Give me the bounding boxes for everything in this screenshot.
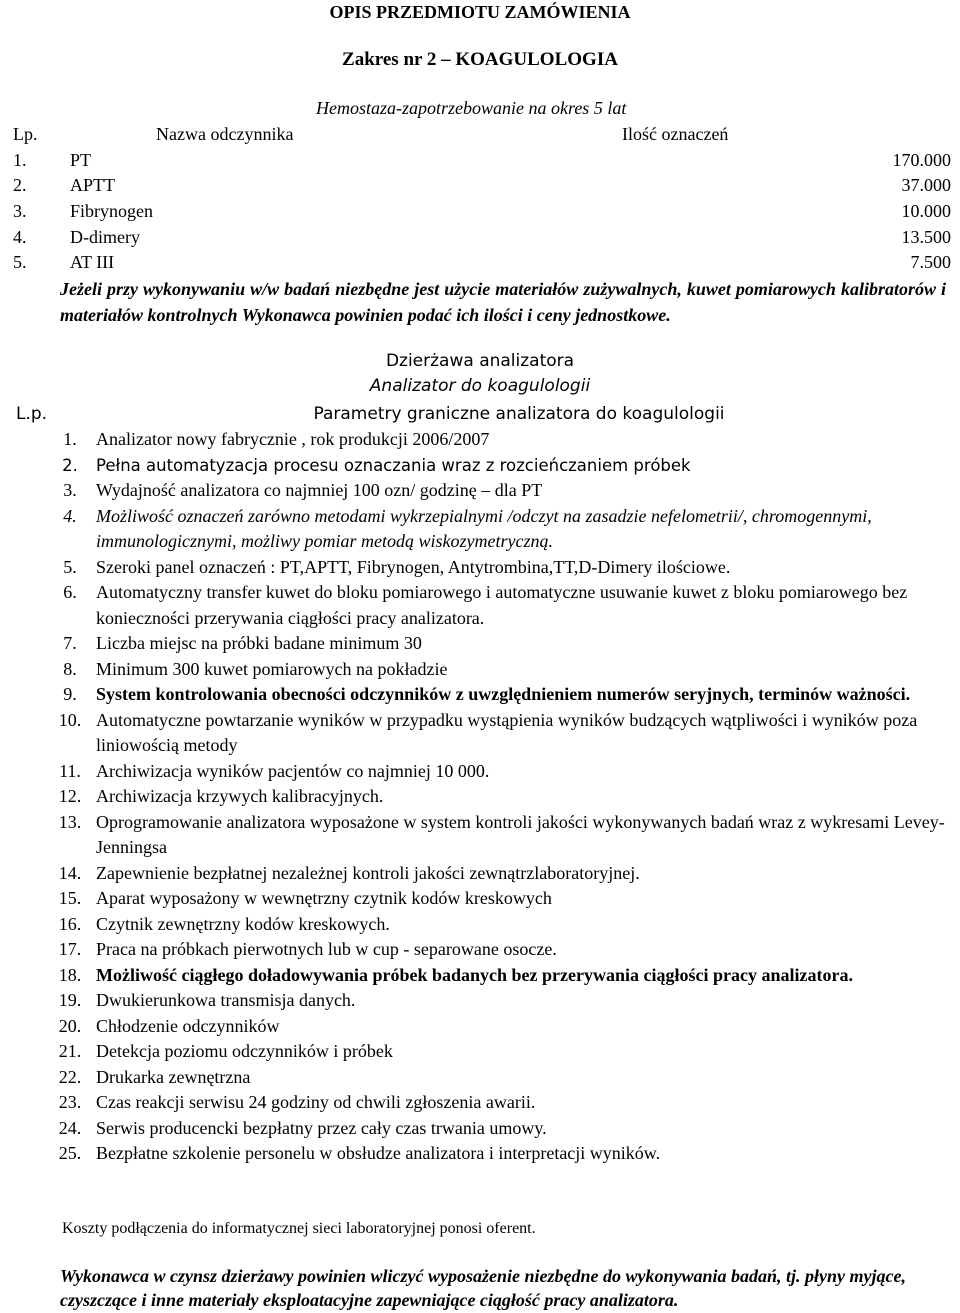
row-number: 7. xyxy=(63,633,77,653)
row-text: Serwis producencki bezpłatny przez cały czas trwania umowy. xyxy=(96,1117,547,1138)
reagent-quantity: 170.000 xyxy=(892,150,951,170)
table-row xyxy=(13,150,951,176)
row-number: 11. xyxy=(59,760,81,781)
row-number: 20. xyxy=(58,1015,82,1036)
reagent-quantity: 37.000 xyxy=(901,175,951,195)
scope-subtitle: Zakres nr 2 – KOAGULOLOGIA xyxy=(342,49,618,70)
row-number: 2. xyxy=(62,455,78,475)
connection-cost-note: Koszty podłączenia do informatycznej sieci laboratoryjnej ponosi oferent. xyxy=(62,1220,536,1237)
row-number: 4. xyxy=(13,227,27,247)
row-number: 12. xyxy=(58,786,82,806)
row-number: 10. xyxy=(58,709,82,730)
table-row xyxy=(46,912,954,938)
reagent-name: Fibrynogen xyxy=(70,201,153,221)
row-text: Aparat wyposażony w wewnętrzny czytnik kodów kreskowych xyxy=(96,888,552,908)
col-lp-header: L.p. xyxy=(16,404,48,424)
row-number: 1. xyxy=(13,150,27,170)
reagent-name: AT III xyxy=(70,252,115,272)
table-row xyxy=(46,682,954,708)
row-text: Szeroki panel oznaczeń : PT,APTT, Fibrynogen, Antytrombina,TT,D-Dimery ilościowe. xyxy=(96,556,731,577)
table-row xyxy=(46,657,954,683)
row-text: Praca na próbkach pierwotnych lub w cup - separowane osocze. xyxy=(96,939,557,959)
row-text: Pełna automatyzacja procesu oznaczania wraz z rozcieńczaniem próbek xyxy=(96,455,691,475)
row-text: Bezpłatne szkolenie personelu w obsłudze analizatora i interpretacji wyników. xyxy=(96,1143,661,1163)
row-number: 1. xyxy=(63,429,77,449)
row-text: Automatyczne powtarzanie wyników w przypadku wystąpienia wyników budzących wątpliwości i wyników poza liniowością metody xyxy=(96,709,918,755)
table-row xyxy=(46,504,954,555)
row-text: Liczba miejsc na próbki badane minimum 30 xyxy=(96,633,422,653)
row-text: Zapewnienie bezpłatnej nezależnej kontroli jakości zewnątrzlaboratoryjnej. xyxy=(96,862,640,883)
parameters-table-header xyxy=(16,402,954,427)
row-number: 3. xyxy=(63,480,77,500)
table-row xyxy=(46,1141,954,1167)
row-text: Wydajność analizatora co najmniej 100 ozn/ godzinę – dla PT xyxy=(96,480,543,500)
row-text: Archiwizacja wyników pacjentów co najmniej 10 000. xyxy=(96,760,490,781)
table-row xyxy=(46,810,954,861)
reagent-quantity: 13.500 xyxy=(901,227,951,247)
col-name-header: Nazwa odczynnika xyxy=(156,124,294,144)
lease-subtitle: Analizator do koagulologii xyxy=(369,376,591,396)
row-text: Czytnik zewnętrzny kodów kreskowych. xyxy=(96,913,390,934)
row-number: 9. xyxy=(63,684,77,704)
table-row xyxy=(46,988,954,1014)
table-row xyxy=(46,478,954,504)
col-lp-header: Lp. xyxy=(13,124,38,144)
col-qty-header: Ilość oznaczeń xyxy=(622,124,729,144)
row-text: Oprogramowanie analizatora wyposażone w system kontroli jakości wykonywanych badań wraz z wykresami Levey-Jenningsa xyxy=(96,811,945,857)
row-number: 14. xyxy=(58,862,82,883)
document-title: OPIS PRZEDMIOTU ZAMÓWIENIA xyxy=(329,2,631,22)
row-number: 5. xyxy=(63,556,77,577)
consumables-note: Jeżeli przy wykonywaniu w/w badań niezbędne jest użycie materiałów zużywalnych, kuwet pomiarowych kalibratorów i materiałów kontrolnych Wykonawca powinien podać ich ilości i ceny jednostkowe. xyxy=(60,279,946,325)
row-number: 2. xyxy=(13,175,27,195)
lease-title: Dzierżawa analizatora xyxy=(385,351,575,371)
table-row xyxy=(13,175,951,201)
table-row xyxy=(46,784,954,810)
row-text: Automatyczny transfer kuwet do bloku pomiarowego i automatyczne usuwanie kuwet z bloku pomiarowego bez konieczności przerywania ciągłości pracy analizatora. xyxy=(96,582,908,628)
table-row xyxy=(46,580,954,631)
row-number: 5. xyxy=(13,252,27,272)
table-row xyxy=(46,937,954,963)
reagent-quantity: 10.000 xyxy=(901,201,951,221)
table-row xyxy=(46,1065,954,1091)
table-row xyxy=(46,963,954,989)
table-row xyxy=(46,759,954,785)
row-number: 3. xyxy=(13,201,27,221)
reagent-quantity: 7.500 xyxy=(910,252,951,272)
table-row xyxy=(46,708,954,759)
table-row xyxy=(46,1039,954,1065)
row-text: System kontrolowania obecności odczynników z uwzględnieniem numerów seryjnych, terminów ważności. xyxy=(96,684,911,704)
row-number: 24. xyxy=(58,1117,82,1138)
row-number: 23. xyxy=(58,1092,82,1112)
row-number: 6. xyxy=(63,582,77,602)
row-text: Możliwość ciągłego doładowywania próbek badanych bez przerywania ciągłości pracy analizatora. xyxy=(96,964,853,985)
row-text: Dwukierunkowa transmisja danych. xyxy=(96,990,356,1010)
parameters-table xyxy=(16,402,954,1167)
col-params-header: Parametry graniczne analizatora do koagulologii xyxy=(313,404,725,424)
row-number: 19. xyxy=(58,990,82,1010)
row-number: 17. xyxy=(58,939,82,959)
table-row xyxy=(46,427,954,453)
row-number: 8. xyxy=(63,658,77,679)
row-text: Czas reakcji serwisu 24 godziny od chwili zgłoszenia awarii. xyxy=(96,1092,536,1112)
table-row xyxy=(46,1090,954,1116)
row-text: Chłodzenie odczynników xyxy=(96,1015,280,1036)
row-number: 22. xyxy=(58,1066,82,1087)
table-row xyxy=(46,861,954,887)
table-row xyxy=(46,555,954,581)
row-text: Możliwość oznaczeń zarówno metodami wykrzepialnymi /odczyt na zasadzie nefelometrii/, chromogennymi, immunologicznymi, możliwy pomiar metodą wiskozymetryczną. xyxy=(96,505,872,551)
table-row xyxy=(46,1116,954,1142)
table-row xyxy=(13,227,951,253)
row-number: 15. xyxy=(58,888,82,908)
reagent-table-caption: Hemostaza-zapotrzebowanie na okres 5 lat xyxy=(316,98,627,118)
row-number: 18. xyxy=(58,964,82,985)
row-text: Minimum 300 kuwet pomiarowych na pokładzie xyxy=(96,658,448,679)
row-text: Detekcja poziomu odczynników i próbek xyxy=(96,1041,393,1061)
row-text: Archiwizacja krzywych kalibracyjnych. xyxy=(96,786,384,806)
row-text: Analizator nowy fabrycznie , rok produkcji 2006/2007 xyxy=(96,429,490,449)
table-row xyxy=(46,886,954,912)
reagent-name: D-dimery xyxy=(70,227,140,247)
table-row xyxy=(46,631,954,657)
row-text: Drukarka zewnętrzna xyxy=(96,1066,251,1087)
row-number: 4. xyxy=(63,505,77,526)
table-row xyxy=(46,453,954,479)
reagent-name: APTT xyxy=(70,175,115,195)
table-row xyxy=(46,1014,954,1040)
row-number: 16. xyxy=(58,913,82,934)
row-number: 21. xyxy=(58,1041,82,1061)
reagent-name: PT xyxy=(70,150,92,170)
final-note: Wykonawca w czynsz dzierżawy powinien wliczyć wyposażenie niezbędne do wykonywania badań, tj. płyny myjące, czyszczące i inne materiały eksploatacyjne zapewniające ciągłość pracy analizatora. xyxy=(60,1266,906,1310)
row-number: 13. xyxy=(58,811,82,832)
table-row xyxy=(13,252,951,278)
table-row xyxy=(13,201,951,227)
row-number: 25. xyxy=(58,1143,82,1163)
